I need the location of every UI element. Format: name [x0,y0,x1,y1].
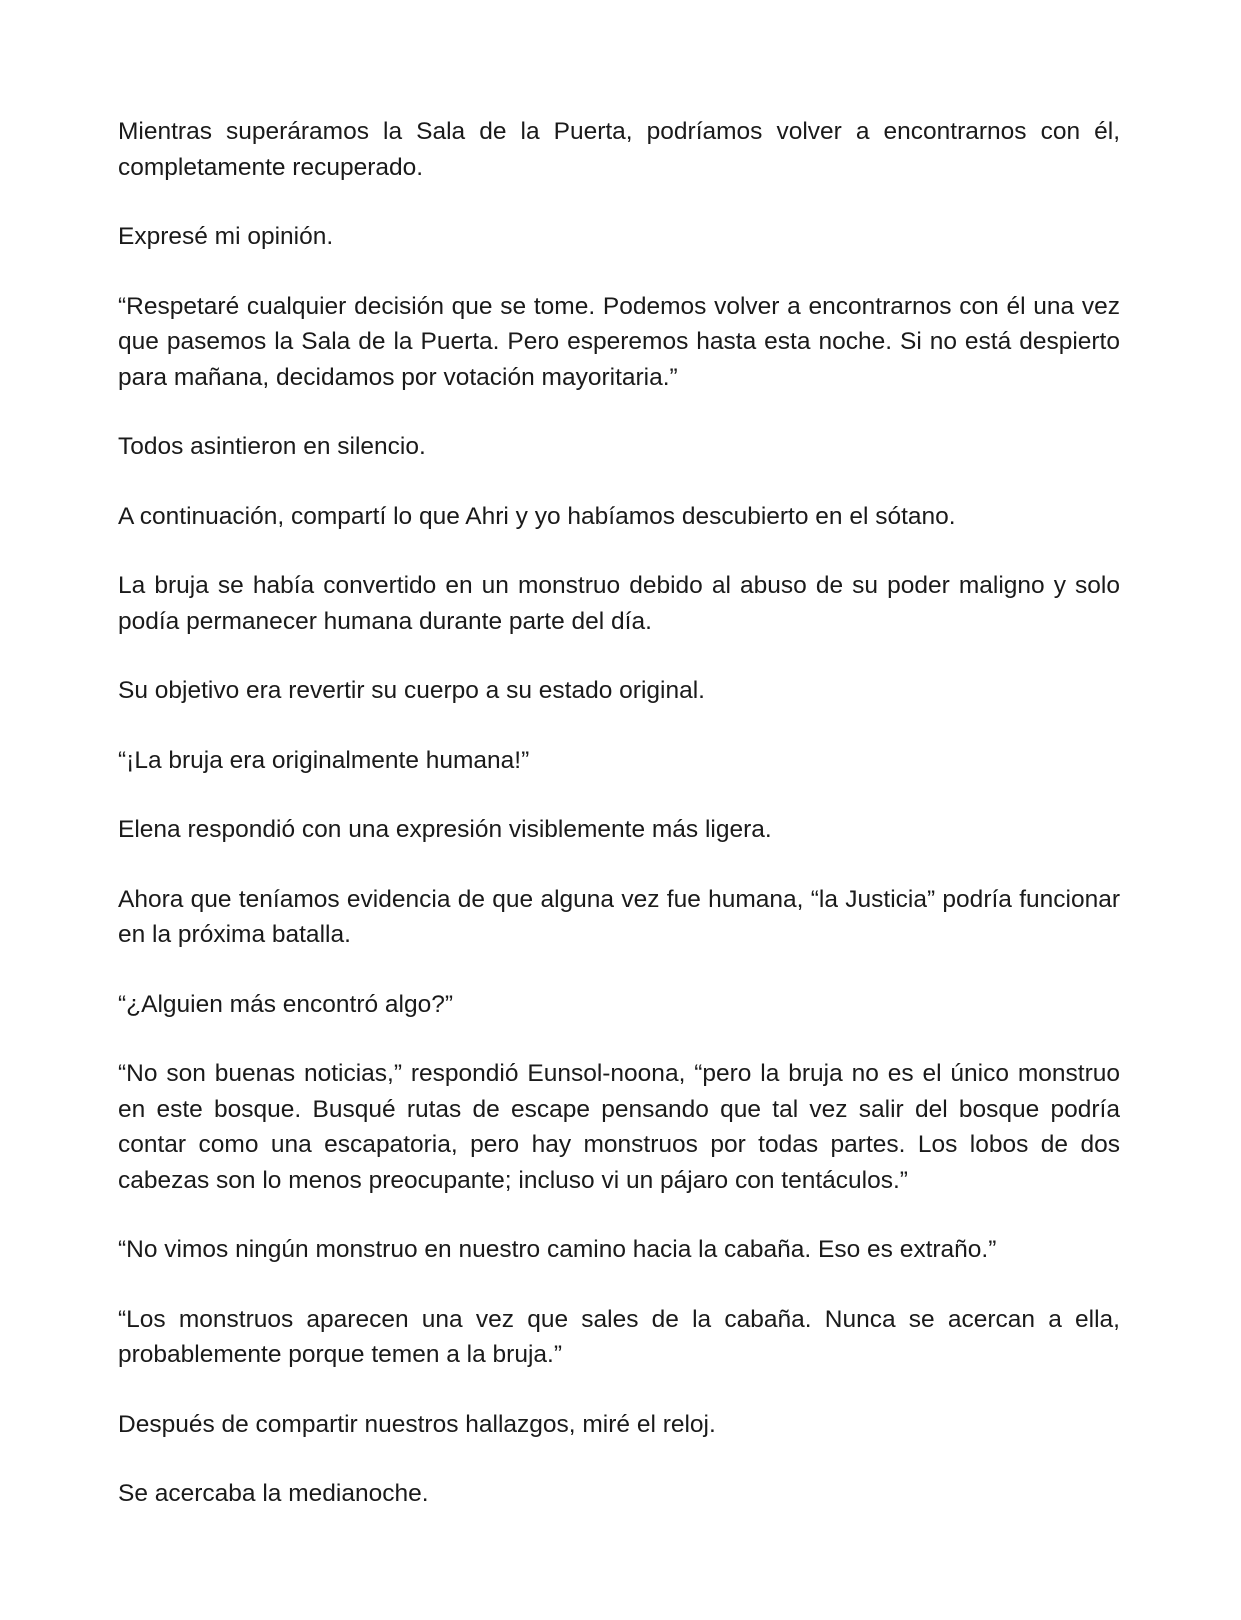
paragraph: “No vimos ningún monstruo en nuestro camino hacia la cabaña. Eso es extraño.” [118,1236,997,1263]
paragraph: Expresé mi opinión. [118,223,334,250]
paragraph: “¡La bruja era originalmente humana!” [118,746,530,774]
paragraph: “No son buenas noticias,” respondió Eunsol-noona, “pero la bruja no es el único monstruo en este bosque. Busqué rutas de escape pensando que tal vez salir del bosque podría contar como una escapatoria, pero hay monstruos por todas partes. Los lobos de dos cabezas son lo menos preocupante; incluso vi un pájaro con tentáculos.” [118,1060,1120,1194]
paragraph: La bruja se había convertido en un monstruo debido al abuso de su poder maligno y solo podía permanecer humana durante parte del día. [118,572,1120,635]
paragraph: “Los monstruos aparecen una vez que sales de la cabaña. Nunca se acercan a ella, probablemente porque temen a la bruja.” [118,1305,1120,1368]
paragraph: Todos asintieron en silencio. [118,433,426,460]
paragraph: Después de compartir nuestros hallazgos, miré el reloj. [118,1410,716,1438]
paragraph: Se acercaba la medianoche. [118,1480,429,1507]
document-page [118,114,1120,1546]
paragraph: Elena respondió con una expresión visiblemente más ligera. [118,816,772,843]
paragraph: Su objetivo era revertir su cuerpo a su estado original. [118,677,705,704]
paragraph: “¿Alguien más encontró algo?” [118,990,454,1018]
paragraph: Mientras superáramos la Sala de la Puerta, podríamos volver a encontrarnos con él, completamente recuperado. [118,118,1120,181]
paragraph: “Respetaré cualquier decisión que se tome. Podemos volver a encontrarnos con él una vez que pasemos la Sala de la Puerta. Pero esperemos hasta esta noche. Si no está despierto para mañana, decidamos por votación mayoritaria.” [118,292,1120,391]
paragraph: A continuación, compartí lo que Ahri y yo habíamos descubierto en el sótano. [118,502,956,530]
paragraph: Ahora que teníamos evidencia de que alguna vez fue humana, “la Justicia” podría funcionar en la próxima batalla. [118,885,1120,948]
